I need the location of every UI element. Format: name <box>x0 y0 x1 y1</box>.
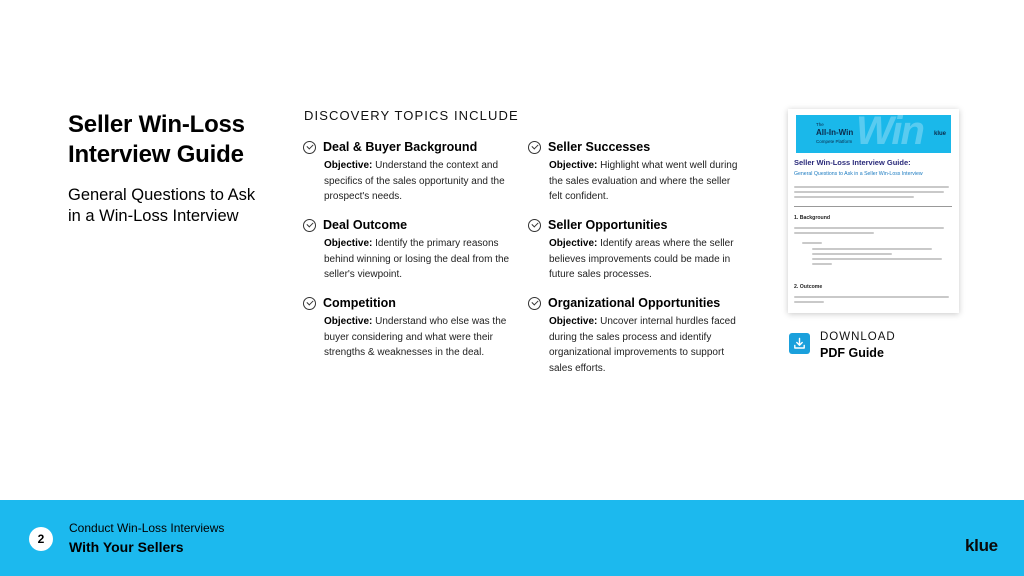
banner-subtitle: Compete Platform <box>816 139 853 144</box>
objective-text: Highlight what went well during the sales evaluation and where the seller felt confident. <box>549 160 738 203</box>
thumbnail-text-line <box>794 196 914 198</box>
footer-section-title: With Your Sellers <box>69 539 184 555</box>
subtitle-line-2: in a Win-Loss Interview <box>68 207 239 225</box>
thumbnail-text-line <box>794 191 944 193</box>
thumbnail-text-line <box>794 296 949 298</box>
check-circle-icon <box>528 219 541 232</box>
footer-bar <box>0 500 1024 576</box>
download-label[interactable]: DOWNLOAD <box>820 331 896 343</box>
title-line-2: Interview Guide <box>68 141 244 168</box>
thumbnail-text-line <box>812 258 942 260</box>
banner-small-text: The <box>816 122 824 127</box>
download-icon[interactable] <box>789 333 810 354</box>
topic-description <box>549 314 739 376</box>
footer-section-label: Conduct Win-Loss Interviews <box>69 521 225 535</box>
banner-watermark: Win <box>856 115 923 153</box>
topic-description <box>324 236 514 283</box>
topic-competition <box>304 295 507 361</box>
banner-logo: klue <box>933 131 946 137</box>
objective-text: Uncover internal hurdles faced during the sales process and identify organizational improvements to support sales efforts. <box>549 316 736 374</box>
topic-name: Competition <box>323 296 396 310</box>
objective-text: Understand who else was the buyer considering and what were their strengths & weaknesses in the deal. <box>324 316 507 359</box>
page-title <box>68 110 283 170</box>
thumbnail-section-heading: 1. Background <box>794 215 831 221</box>
topic-name: Deal Outcome <box>323 218 408 232</box>
title-line-1: Seller Win-Loss <box>68 111 245 138</box>
topic-name: Seller Opportunities <box>548 218 668 232</box>
topic-deal-outcome <box>304 217 510 283</box>
topic-name: Deal & Buyer Background <box>323 140 478 154</box>
thumbnail-text-line <box>794 232 874 234</box>
subtitle-line-1: General Questions to Ask <box>68 186 256 204</box>
objective-label: Objective: <box>549 238 598 249</box>
thumbnail-section-heading: 2. Outcome <box>794 284 823 290</box>
thumbnail-text-line <box>794 301 824 303</box>
topic-name: Organizational Opportunities <box>548 296 721 310</box>
objective-text: Identify areas where the seller believes improvements could be made in future sales processes. <box>549 238 734 281</box>
left-panel <box>68 110 283 227</box>
topic-description <box>324 314 514 361</box>
objective-text: Understand the context and specifics of the sales opportunity and the prospect's needs. <box>324 160 505 203</box>
objective-label: Objective: <box>549 316 598 327</box>
thumbnail-text-line <box>802 242 822 244</box>
objective-label: Objective: <box>324 316 373 327</box>
thumbnail-text-line <box>812 248 932 250</box>
thumbnail-text-line <box>812 253 892 255</box>
brand-logo: klue <box>965 536 998 555</box>
thumbnail-subtitle: General Questions to Ask in a Seller Win-Loss Interview <box>794 171 923 177</box>
thumbnail-banner <box>796 115 951 153</box>
topic-deal-buyer-background <box>304 139 504 205</box>
objective-label: Objective: <box>324 238 373 249</box>
objective-text: Identify the primary reasons behind winning or losing the deal from the seller's viewpoint. <box>324 238 510 281</box>
banner-title: All-In-Win <box>816 128 854 137</box>
objective-label: Objective: <box>549 160 598 171</box>
thumbnail-divider <box>794 206 952 207</box>
thumbnail-text-line <box>812 263 832 265</box>
check-circle-icon <box>528 141 541 154</box>
check-circle-icon <box>303 297 316 310</box>
download-sublabel[interactable]: PDF Guide <box>820 346 884 360</box>
topic-seller-opportunities <box>529 217 734 283</box>
topics-heading: DISCOVERY TOPICS INCLUDE <box>304 108 519 123</box>
topic-description <box>549 158 739 205</box>
topic-name: Seller Successes <box>548 140 651 154</box>
check-circle-icon <box>303 219 316 232</box>
objective-label: Objective: <box>324 160 373 171</box>
topic-description <box>324 158 514 205</box>
step-number-badge: 2 <box>29 527 53 551</box>
pdf-guide-thumbnail[interactable] <box>788 109 959 313</box>
topic-organizational-opportunities <box>529 295 736 376</box>
check-circle-icon <box>303 141 316 154</box>
check-circle-icon <box>528 297 541 310</box>
topic-seller-successes <box>529 139 738 205</box>
topic-description <box>549 236 739 283</box>
thumbnail-text-line <box>794 186 949 188</box>
page-subtitle <box>68 185 283 227</box>
thumbnail-title: Seller Win-Loss Interview Guide: <box>794 158 911 167</box>
thumbnail-text-line <box>794 227 944 229</box>
